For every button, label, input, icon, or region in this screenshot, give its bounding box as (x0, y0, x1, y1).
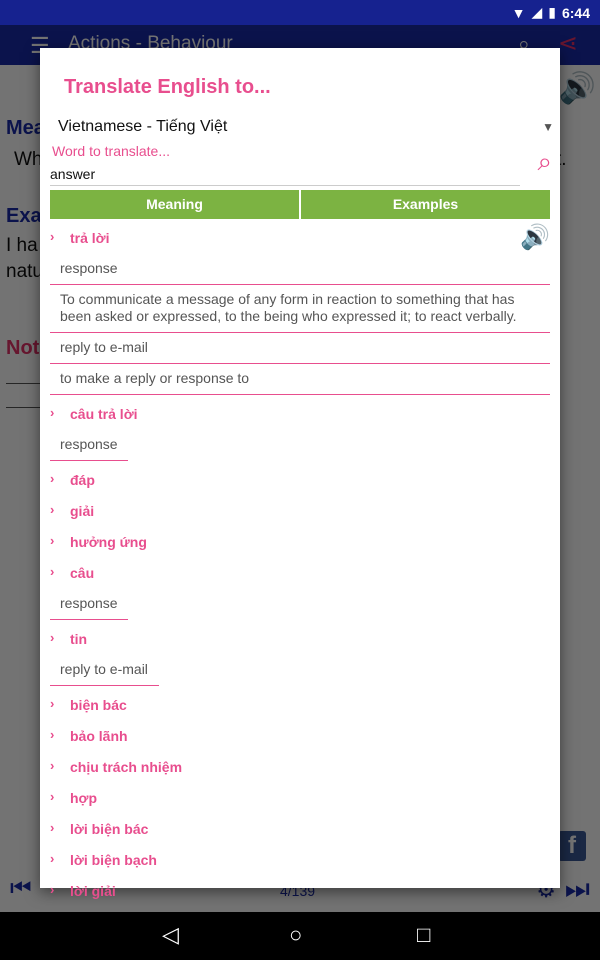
list-item[interactable] (50, 223, 550, 254)
entry-word: trả lời (70, 230, 110, 246)
entry-sub: response (50, 430, 128, 461)
status-time: 6:44 (561, 4, 590, 21)
translate-dialog (40, 48, 560, 899)
list-item[interactable] (50, 690, 550, 721)
entry-word: giải (70, 503, 95, 519)
entry-word: hợp (70, 790, 98, 806)
recents-icon[interactable]: □ (417, 922, 431, 947)
chevron-right-icon: › (50, 502, 55, 517)
search-icon[interactable]: ⌕ (537, 146, 552, 176)
signal-icon: ◢ (531, 4, 543, 20)
tab-bar (50, 190, 550, 219)
entry-word: câu (70, 565, 95, 581)
chevron-right-icon: › (50, 564, 55, 579)
chevron-right-icon: › (50, 882, 55, 897)
dialog-title: Translate English to... (64, 76, 271, 98)
entry-word: câu trả lời (70, 406, 138, 422)
list-item[interactable] (50, 783, 550, 814)
entry-sub: response (50, 589, 128, 620)
language-select[interactable] (58, 118, 554, 136)
list-item[interactable] (50, 527, 550, 558)
battery-icon: ▮ (548, 4, 556, 20)
chevron-right-icon: › (50, 405, 55, 420)
tab-meaning[interactable]: Meaning (50, 190, 299, 219)
list-item[interactable] (50, 814, 550, 845)
list-item[interactable] (50, 845, 550, 876)
list-item[interactable] (50, 496, 550, 527)
list-item[interactable] (50, 721, 550, 752)
list-item[interactable] (50, 399, 550, 430)
dropdown-caret-icon[interactable]: ▼ (542, 120, 554, 134)
chevron-right-icon: › (50, 851, 55, 866)
entry-word: chịu trách nhiệm (70, 759, 183, 775)
list-item[interactable] (50, 876, 550, 907)
chevron-right-icon: › (50, 229, 55, 244)
list-item[interactable] (50, 465, 550, 496)
entry-sub: reply to e-mail (50, 333, 550, 364)
entry-word: hưởng ứng (70, 534, 147, 550)
tab-examples[interactable]: Examples (301, 190, 550, 219)
list-item[interactable] (50, 624, 550, 655)
chevron-right-icon: › (50, 789, 55, 804)
entry-word: bảo lãnh (70, 728, 128, 744)
entry-sub: To communicate a message of any form in reaction to something that has been asked or expressed, to the being who expressed it; to react verbally. (50, 285, 550, 333)
speaker-icon[interactable]: 🔊 (520, 224, 550, 251)
system-nav-bar (0, 912, 600, 960)
chevron-right-icon: › (50, 727, 55, 742)
entry-word: tin (70, 631, 88, 647)
word-input-label: Word to translate... (52, 143, 171, 159)
chevron-right-icon: › (50, 471, 55, 486)
entry-word: lời biện bác (70, 821, 149, 837)
chevron-right-icon: › (50, 533, 55, 548)
word-input[interactable] (50, 162, 520, 186)
entry-sub: response (50, 254, 550, 285)
meaning-list (50, 223, 550, 907)
chevron-right-icon: › (50, 696, 55, 711)
entry-sub: to make a reply or response to (50, 364, 550, 395)
back-icon[interactable]: ◁ (162, 922, 179, 947)
list-item[interactable] (50, 752, 550, 783)
language-value: Vietnamese - Tiếng Việt (58, 118, 228, 135)
entry-word: lời giải (70, 883, 116, 899)
entry-word: đáp (70, 472, 95, 488)
entry-word: lời biện bạch (70, 852, 157, 868)
chevron-right-icon: › (50, 758, 55, 773)
list-item[interactable] (50, 558, 550, 589)
chevron-right-icon: › (50, 630, 55, 645)
wifi-icon: ▼ (511, 4, 526, 21)
home-icon[interactable]: ○ (289, 922, 303, 947)
status-bar (0, 0, 600, 25)
chevron-right-icon: › (50, 820, 55, 835)
entry-word: biện bác (70, 697, 127, 713)
entry-sub: reply to e-mail (50, 655, 159, 686)
